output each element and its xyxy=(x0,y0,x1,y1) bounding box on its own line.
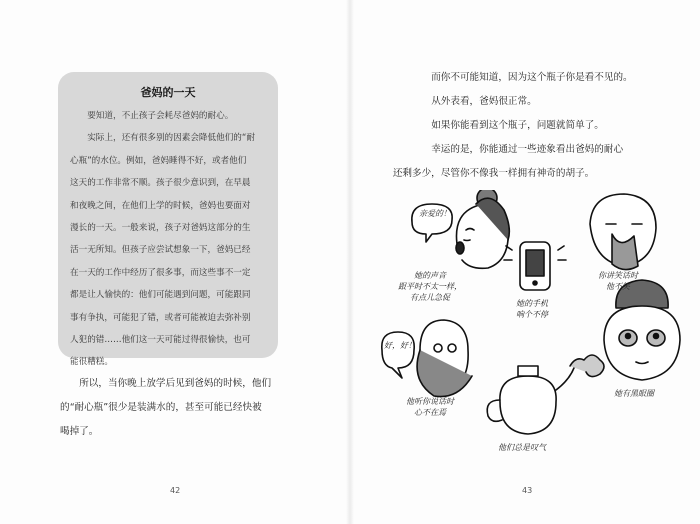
sidebar-line: 都是让人愉快的：他们可能遇到问题，可能跟同 xyxy=(70,290,251,301)
sidebar-line: 事有争执，可能犯了错，或者可能被迫去弥补别 xyxy=(70,312,251,323)
sidebar-line: 实际上，还有很多别的因素会降低他们的“耐 xyxy=(87,133,255,144)
left-body-text xyxy=(60,372,282,444)
body-line: 所以，当你晚上放学后见到爸妈的时候，他们 xyxy=(79,378,272,389)
bald-man-drawing xyxy=(590,194,656,270)
sidebar-line: 能很糟糕。 xyxy=(70,357,113,368)
teapot-drawing xyxy=(487,355,604,434)
phone-drawing xyxy=(504,242,566,290)
right-body-text xyxy=(392,66,652,186)
sidebar-line: 要知道，不止孩子会耗尽爸妈的耐心。 xyxy=(87,111,234,121)
sidebar-line: 漫长的一天。一般来说，孩子对爸妈这部分的生 xyxy=(70,223,251,234)
speech-bubble-woman: 亲爱的！ xyxy=(419,209,451,218)
sidebar-line: 人犯的错……他们这一天可能过得很愉快，也可 xyxy=(70,335,251,346)
tired-woman-drawing xyxy=(604,280,680,380)
caption-smile: 你讲笑话时 他不笑 xyxy=(598,271,638,291)
illustration xyxy=(380,190,690,480)
illustration-drawings xyxy=(380,190,690,480)
sidebar-title: 爸妈的一天 xyxy=(140,86,196,99)
sidebar-line: 和夜晚之间，在他们上学的时候，爸妈也要面对 xyxy=(70,200,251,211)
body-line: 幸运的是，你能通过一些迹象看出爸妈的耐心 xyxy=(431,144,624,155)
body-line: 从外表看，爸妈很正常。 xyxy=(431,96,537,107)
caption-sigh: 他们总是叹气 xyxy=(498,443,546,452)
body-line: 如果你能看到这个瓶子，问题就简单了。 xyxy=(431,120,604,131)
body-line: 喝掉了。 xyxy=(60,426,99,437)
book-gutter xyxy=(346,0,354,524)
caption-dark-circles: 她有黑眼圈 xyxy=(614,389,654,398)
caption-phone: 她的手机 响个不停 xyxy=(516,299,548,319)
body-line: 而你不可能知道，因为这个瓶子你是看不见的。 xyxy=(431,72,633,83)
sidebar-line: 心瓶”的水位。例如，爸妈睡得不好，或者他们 xyxy=(70,155,247,166)
sidebar-line: 活一无所知。但孩子应尝试想象一下，爸妈已经 xyxy=(70,245,251,256)
caption-listening: 他听你说话时 心不在焉 xyxy=(406,397,454,417)
sidebar-line: 在一天的工作中经历了很多事，而这些事不一定 xyxy=(70,267,251,278)
body-line: 的“耐心瓶”很少是装满水的，甚至可能已经快被 xyxy=(60,402,262,413)
sidebar-line: 这天的工作非常不顺。孩子很少意识到，在早晨 xyxy=(70,178,251,189)
old-man-drawing xyxy=(417,320,472,397)
body-line: 还剩多少，尽管你不像我一样拥有神奇的胡子。 xyxy=(392,168,595,179)
speech-bubble-man: 好，好！ xyxy=(384,341,416,350)
caption-voice: 她的声音 跟平时不太一样， 有点儿急促 xyxy=(398,271,462,302)
woman-face-drawing xyxy=(456,190,509,268)
page-number-right: 43 xyxy=(522,486,533,495)
sidebar-box xyxy=(58,72,278,368)
page-number-left: 42 xyxy=(170,486,181,495)
